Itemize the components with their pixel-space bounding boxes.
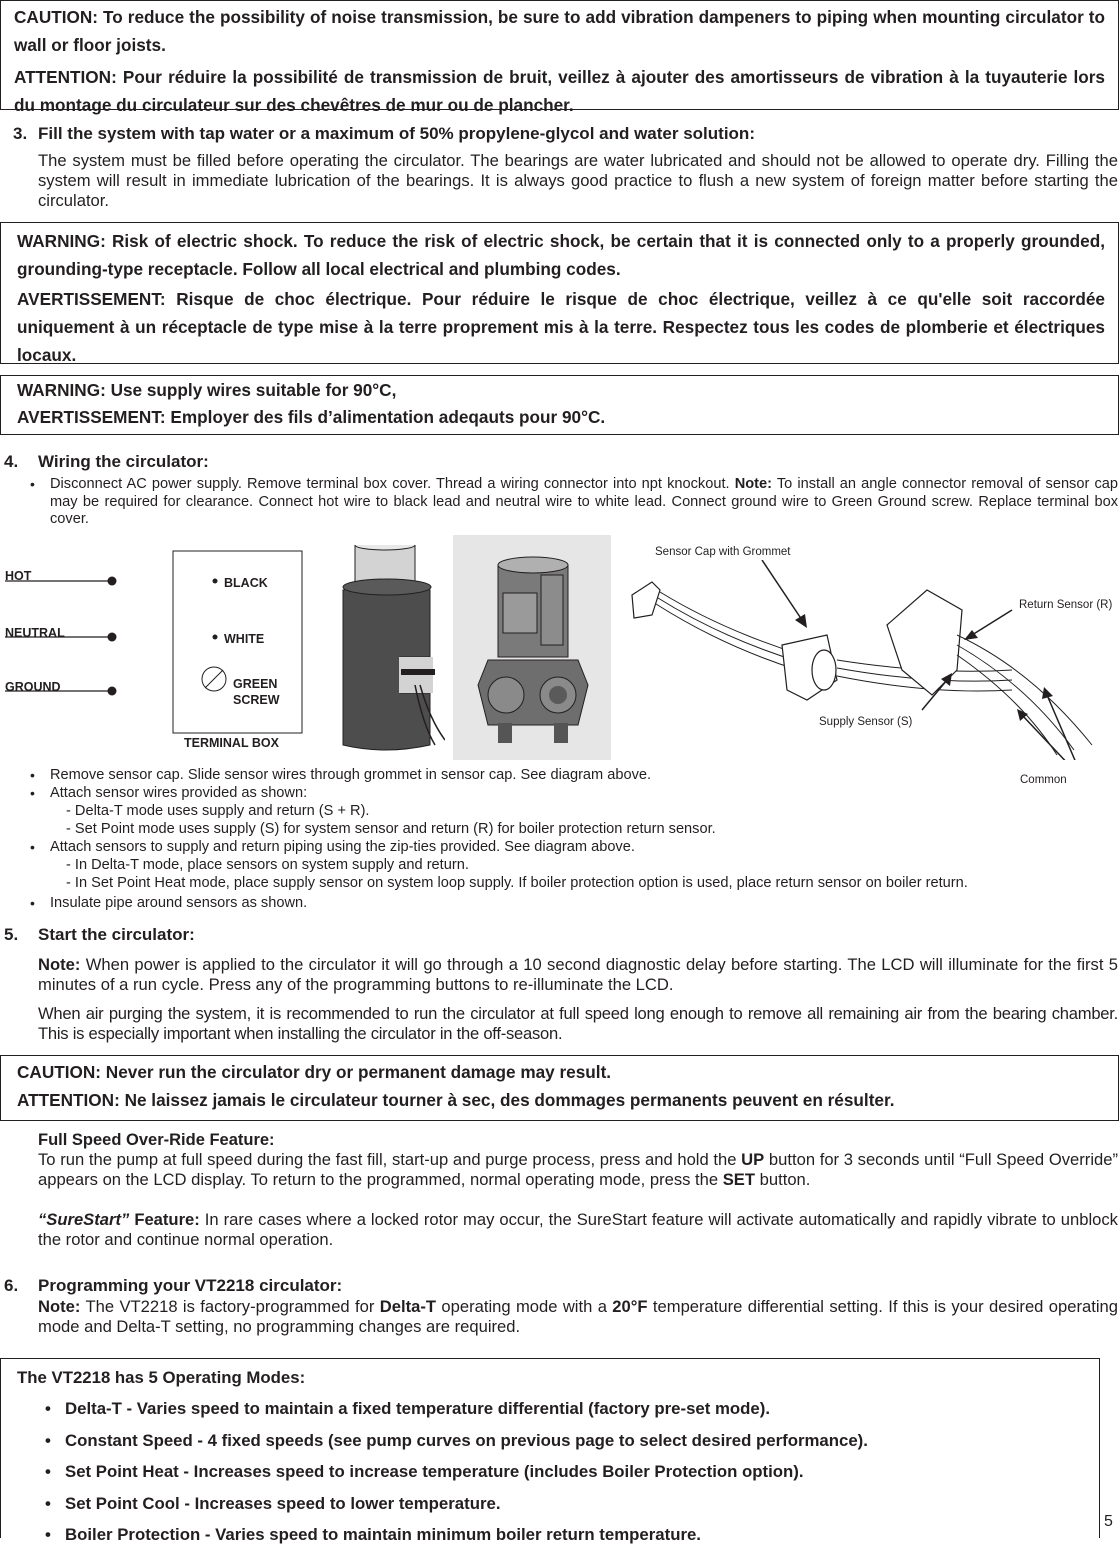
hot-label: HOT <box>5 569 32 583</box>
ground-label: GROUND <box>5 680 61 694</box>
step6-text-3: temperature differential setting. If this is your desired operating mode and Delta-T setting, no programming changes are required. <box>38 1297 1118 1336</box>
screw-label: SCREW <box>233 693 280 707</box>
black-label: BLACK <box>224 576 268 590</box>
common-label: Common <box>1020 774 1067 786</box>
fullspeed-up: UP <box>741 1150 765 1169</box>
warning-shock-en: WARNING: Risk of electric shock. To reduce the risk of electric shock, be certain that it is connected only to a properly grounded, grounding-type receptacle. Follow all local electrical and plumbing codes. <box>17 231 1105 279</box>
step6-text-1: The VT2218 is factory-programmed for <box>85 1297 375 1316</box>
sensor-bullet-4: Insulate pipe around sensors as shown. <box>50 895 308 911</box>
caution-dry-fr: ATTENTION: Ne laissez jamais le circulateur tourner à sec, des dommages permanents peuvent en résulter. <box>17 1090 895 1110</box>
mode-boiler-protection: • Boiler Protection - Varies speed to maintain minimum boiler return temperature. <box>17 1519 1086 1551</box>
ground-terminal <box>108 687 117 696</box>
wiring-diagram <box>0 535 310 750</box>
warning-wires-en: WARNING: Use supply wires suitable for 90°C, <box>17 380 397 400</box>
mode-set-point-cool: • Set Point Cool - Increases speed to lower temperature. <box>17 1488 1086 1520</box>
caution-noise-en: CAUTION: To reduce the possibility of noise transmission, be sure to add vibration dampeners to piping when mounting circulator to wall or floor joists. <box>14 7 1105 55</box>
circulator-pump-illustration <box>453 535 611 760</box>
sensor-bullet-2a: - Delta-T mode uses supply and return (S + R). <box>66 803 370 819</box>
step5-note-text: When power is applied to the circulator it will go through a 10 second diagnostic delay before starting. The LCD will illuminate for the first 5 minutes of a run cycle. Press any of the programming buttons to re-illuminate the LCD. <box>38 955 1118 994</box>
neutral-label: NEUTRAL <box>5 626 65 640</box>
step4-body <box>50 476 1118 529</box>
terminal-box-label: TERMINAL BOX <box>184 736 279 750</box>
step5-title: Start the circulator: <box>38 925 195 944</box>
sensor-cap-label: Sensor Cap with Grommet <box>655 546 791 558</box>
sensor-bullet-3: Attach sensors to supply and return piping using the zip-ties provided. See diagram above. <box>50 839 635 855</box>
sensor-bullet-2: Attach sensor wires provided as shown: <box>50 785 308 801</box>
sensor-bullet-2b: - Set Point mode uses supply (S) for system sensor and return (R) for boiler protection return sensor. <box>66 821 716 837</box>
step6-text-2: operating mode with a <box>441 1297 607 1316</box>
caution-box-dry <box>0 1055 1119 1121</box>
surestart-text: In rare cases where a locked rotor may occur, the SureStart feature will activate automatically and rapidly vibrate to unblock the rotor and continue normal operation. <box>38 1210 1118 1249</box>
caution-box-noise <box>0 0 1119 115</box>
sensor-wires-illustration <box>612 560 1119 760</box>
step5-note-label: Note: <box>38 955 81 974</box>
return-sensor-label: Return Sensor (R) <box>1019 599 1113 611</box>
fullspeed-body <box>38 1150 1118 1190</box>
step6-note-label: Note: <box>38 1297 81 1316</box>
step4-number: 4. <box>4 452 19 471</box>
fullspeed-title: Full Speed Over-Ride Feature: <box>38 1131 275 1149</box>
modes-list <box>17 1393 1086 1551</box>
fullspeed-text-2: button for 3 seconds until “Full Speed Override” appears on the LCD display. To return to the programmed, normal operating mode, press the <box>38 1150 1118 1189</box>
step6-number: 6. <box>4 1276 19 1295</box>
fullspeed-text-1: To run the pump at full speed during the fast fill, start-up and purge process, press and hold the <box>38 1150 737 1169</box>
neutral-terminal <box>108 633 117 642</box>
page-number: 5 <box>1104 1513 1113 1530</box>
step6-deltat: Delta-T <box>379 1297 437 1316</box>
caution-dry-en: CAUTION: Never run the circulator dry or permanent damage may result. <box>17 1062 612 1082</box>
step6-body <box>38 1297 1118 1337</box>
mode-set-point-heat: • Set Point Heat - Increases speed to increase temperature (includes Boiler Protection option). <box>17 1456 1086 1488</box>
modes-title: The VT2218 has 5 Operating Modes: <box>17 1368 306 1387</box>
step4-bullet-a: Disconnect AC power supply. Remove terminal box cover. Thread a wiring connector into npt knockout. <box>50 476 730 492</box>
fullspeed-text-3: button. <box>759 1170 811 1189</box>
step5-body: When air purging the system, it is recommended to run the circulator at full speed long enough to remove all remaining air from the bearing chamber. This is especially important when installing the circulator in the off-season. <box>38 1004 1118 1043</box>
step3-title: Fill the system with tap water or a maximum of 50% propylene-glycol and water solution: <box>38 124 755 143</box>
surestart-title-italic: “SureStart” <box>38 1210 130 1229</box>
step4-title: Wiring the circulator: <box>38 452 209 471</box>
sensor-bullet-3b: - In Set Point Heat mode, place supply sensor on system loop supply. If boiler protection option is used, place return sensor on boiler return. <box>66 875 968 891</box>
mode-delta-t: • Delta-T - Varies speed to maintain a fixed temperature differential (factory pre-set mode). <box>17 1393 1086 1425</box>
hot-terminal <box>108 577 117 586</box>
step4-note-label: Note: <box>734 476 772 492</box>
step6-temp: 20°F <box>612 1297 648 1316</box>
step4-bullet-b: To install an angle connector removal of sensor cap may be required for clearance. Connect hot wire to black lead and neutral wire to white lead. Connect ground wire to Green Ground screw. Replace terminal box cover. <box>50 476 1118 527</box>
step5-number: 5. <box>4 925 19 944</box>
warning-box-shock <box>0 222 1119 364</box>
green-label: GREEN <box>233 677 278 691</box>
step3-number: 3. <box>13 124 28 143</box>
warning-shock-fr: AVERTISSEMENT: Risque de choc électrique. Pour réduire le risque de choc électrique, veillez à ce qu'elle soit raccordée uniquement à un réceptacle de type mise à la terre proprement mis à la terre. Respectez tous les codes de plomberie et électriques locaux. <box>17 289 1105 365</box>
surestart-body <box>38 1210 1118 1250</box>
pipe-sensor-illustration <box>335 545 445 755</box>
supply-sensor-label: Supply Sensor (S) <box>819 716 913 728</box>
surestart-title: Feature: <box>134 1210 200 1229</box>
mode-constant-speed: • Constant Speed - 4 fixed speeds (see pump curves on previous page to select desired performance). <box>17 1425 1086 1457</box>
sensor-bullet-3a: - In Delta-T mode, place sensors on system supply and return. <box>66 857 469 873</box>
warning-wires-fr: AVERTISSEMENT: Employer des fils d’alimentation adeqauts pour 90°C. <box>17 407 606 427</box>
step6-title: Programming your VT2218 circulator: <box>38 1276 343 1295</box>
white-label: WHITE <box>224 632 265 646</box>
warning-box-wires <box>0 375 1119 435</box>
step3-body: The system must be filled before operating the circulator. The bearings are water lubricated and should not be allowed to operate dry. Filling the system will result in immediate lubrication of the bearings. It is always good practice to flush a new system of foreign matter before starting the circulator. <box>38 151 1118 210</box>
operating-modes-box <box>0 1358 1100 1544</box>
sensor-bullet-1: Remove sensor cap. Slide sensor wires through grommet in sensor cap. See diagram above. <box>50 767 652 783</box>
step5-note <box>38 955 1118 995</box>
caution-noise-fr: ATTENTION: Pour réduire la possibilité de transmission de bruit, veillez à ajouter des amortisseurs de vibration à la tuyauterie lors du montage du circulateur sur des chevêtres de mur ou de plancher. <box>14 67 1105 115</box>
fullspeed-set: SET <box>722 1170 756 1189</box>
bullet-dot: • <box>30 476 35 492</box>
